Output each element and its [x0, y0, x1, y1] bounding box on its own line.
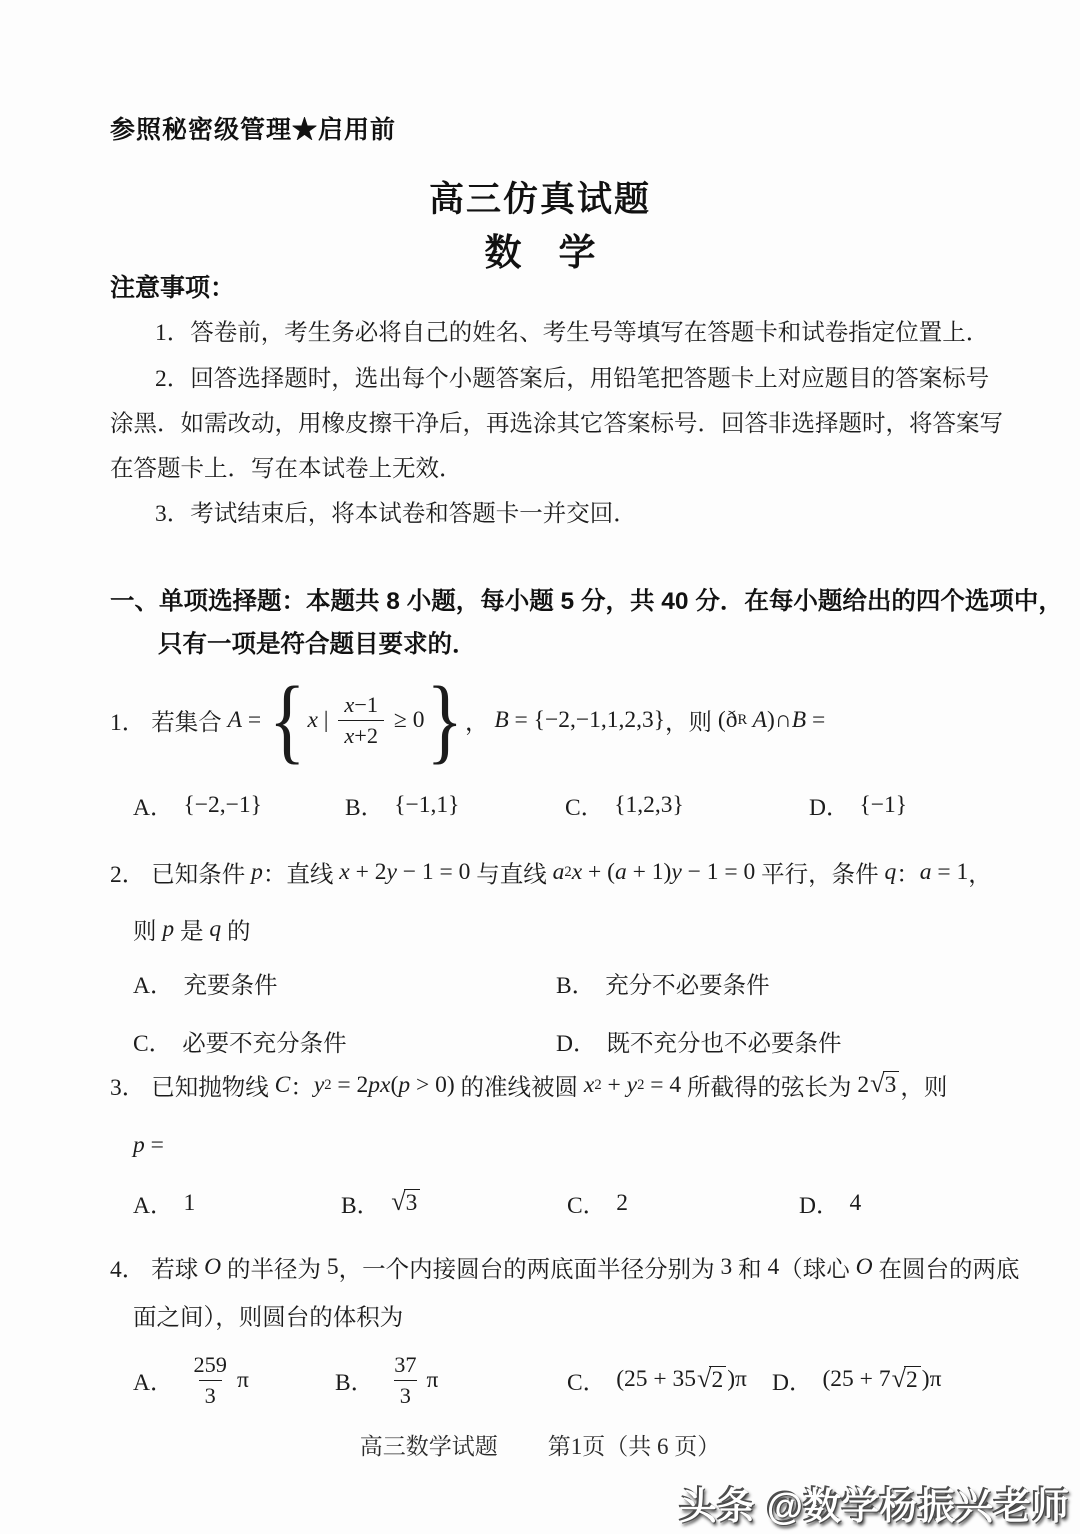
text: 与直线: [470, 862, 553, 888]
math-var: x: [339, 858, 350, 885]
math-var: y: [626, 1071, 638, 1098]
math-text: = {−2,−1,1,2,3}: [508, 706, 665, 733]
question-2-option-c: [133, 1024, 556, 1058]
math-text: −1: [354, 692, 379, 718]
note-line-5: 3．考试结束后，将本试卷和答题卡一并交回．: [155, 501, 637, 527]
math-var: A: [747, 706, 767, 733]
math-var: x: [307, 706, 318, 733]
text: 面之间），则圆台的体积为: [133, 1305, 404, 1331]
math-var: B: [791, 706, 807, 733]
math-text: =: [144, 1132, 164, 1158]
math-text: 37: [394, 1352, 417, 1378]
classification-label: 参照秘密级管理★启用前: [110, 116, 397, 144]
text: 在圆台的两底: [872, 1257, 1020, 1283]
option-value: [859, 792, 907, 819]
question-4-stem-line2: [133, 1298, 403, 1332]
math-text: ð: [725, 706, 738, 733]
option-value: [183, 1190, 195, 1217]
math-text: 1: [183, 1189, 196, 1216]
fraction: [187, 1350, 232, 1409]
option-label: A．: [133, 1370, 174, 1396]
option-value: [182, 1024, 347, 1058]
note-line-2: 2．回答选择题时，选出每个小题答案后，用铅笔把答题卡上对应题目的答案标号: [155, 366, 990, 392]
math-var: q: [884, 858, 897, 885]
math-text: = 1: [931, 858, 969, 885]
option-value: [822, 1363, 942, 1395]
option-label: A．: [133, 973, 174, 999]
option-value: [394, 792, 459, 819]
text: 的半径为: [221, 1257, 327, 1283]
option-label: A．: [133, 795, 174, 821]
watermark: 头条 @数学杨振兴老师: [679, 1486, 1070, 1527]
math-text: π: [236, 1366, 249, 1393]
text: ，则: [900, 1075, 948, 1101]
math-text: 3: [399, 1382, 411, 1408]
option-label: C．: [133, 1031, 173, 1057]
math-text: 4: [849, 1189, 862, 1216]
question-3-stem: [110, 1068, 947, 1102]
math-text: +: [601, 1071, 627, 1098]
math-var: a: [919, 858, 932, 885]
fraction: [338, 690, 384, 749]
math-text: (25 + 35: [616, 1366, 697, 1393]
text: 已知抛物线: [151, 1075, 275, 1101]
math-text: 3: [204, 1382, 216, 1408]
square-root: √ 2: [697, 1366, 726, 1395]
option-value: [849, 1190, 861, 1217]
text: 充分不必要条件: [605, 973, 770, 999]
question-2-formula: 已知条件 p ：直线 x + 2 y − 1 = 0 与直线 a 2 x + ( a + 1) y − 1 = 0 平行，条件 q ： a = 1 ，: [151, 855, 992, 889]
option-value: [616, 1190, 628, 1217]
math-var: O: [204, 1253, 222, 1280]
question-4-options: [133, 1338, 941, 1422]
math-text: − 1 = 0: [396, 858, 471, 885]
math-var: px: [368, 1071, 391, 1098]
math-text: +2: [354, 722, 379, 748]
math-var: O: [855, 1253, 873, 1280]
math-var: x: [344, 722, 355, 748]
question-1-option-c: [565, 788, 809, 822]
square-root: √ 2: [892, 1366, 921, 1395]
option-label: A．: [133, 1193, 174, 1219]
math-text: )∩: [766, 706, 792, 733]
text: 则: [133, 919, 163, 945]
question-2-options: [133, 966, 841, 1058]
section-heading-line2: 只有一项是符合题目要求的．: [158, 631, 477, 658]
question-4-option-b: [335, 1350, 567, 1409]
option-value: [183, 1350, 248, 1409]
math-text: π: [426, 1366, 439, 1393]
question-1-options: [133, 788, 907, 822]
question-3-option-c: [567, 1186, 799, 1220]
math-var: x: [583, 1071, 595, 1098]
text: （球心: [779, 1257, 856, 1283]
math-text: (25 + 7: [822, 1366, 891, 1393]
question-4-option-d: [772, 1363, 941, 1397]
footer-page-number: 第1页（共 6 页）: [547, 1434, 721, 1459]
math-text: ≥ 0: [388, 706, 425, 733]
text: 所截得的弦长为: [681, 1075, 858, 1101]
question-1-stem: [110, 664, 825, 776]
math-var: p: [162, 915, 175, 942]
question-2-stem-line2: [133, 912, 251, 946]
math-text: 259: [193, 1352, 227, 1378]
question-3-stem-line2: [133, 1132, 164, 1159]
square-root: √ 3: [391, 1189, 420, 1218]
exam-title: 高三仿真试题: [428, 180, 651, 219]
math-text: {1,2,3}: [614, 791, 684, 818]
math-text: = 2: [331, 1071, 369, 1098]
option-value: [614, 792, 684, 819]
math-var: a: [552, 858, 565, 885]
math-var: p: [133, 1132, 145, 1158]
question-3-formula-line2: [133, 1132, 164, 1159]
math-text: + 1): [626, 858, 672, 885]
fraction: [388, 1350, 422, 1409]
question-1-option-a: [133, 788, 345, 822]
question-2-option-d: [556, 1024, 841, 1058]
note-line-1: 1．答卷前，考生务必将自己的姓名、考生号等填写在答题卡和试卷指定位置上．: [155, 320, 990, 346]
option-value: [183, 966, 277, 1000]
math-var: a: [614, 858, 627, 885]
text: 既不充分也不必要条件: [606, 1031, 842, 1057]
math-var: A: [227, 706, 242, 733]
math-text: {−1}: [859, 791, 908, 818]
question-3-number: 3．: [110, 1075, 146, 1101]
math-text: {−1,1}: [394, 791, 460, 818]
question-1-formula: 若集合 A = { x | $\frac{x-1}{x+2}$ ≥ 0 } ， B = {−2,−1,1,2,3} ，则 ( ð R A )∩ B =: [151, 667, 826, 773]
math-text: =: [241, 706, 267, 733]
option-value: [605, 966, 770, 1000]
text: ：直线: [262, 862, 340, 888]
option-label: D．: [556, 1031, 597, 1057]
text: 是: [174, 919, 210, 945]
question-3-option-a: [133, 1186, 341, 1220]
math-text: (: [390, 1071, 399, 1098]
question-3-option-b: [341, 1186, 567, 1220]
option-label: C．: [565, 795, 605, 821]
math-text: = 4: [644, 1071, 682, 1098]
text: 和: [732, 1257, 768, 1283]
option-value: [606, 1024, 841, 1058]
question-4-stem: [110, 1250, 1019, 1284]
text: 平行，条件: [755, 862, 885, 888]
note-line-3: 涂黑．如需改动，用橡皮擦干净后，再选涂其它答案标号．回答非选择题时，将答案写: [110, 411, 1003, 437]
page-footer: [0, 1428, 1080, 1461]
text: 充要条件: [183, 973, 278, 999]
square-root: √ 3: [870, 1071, 899, 1100]
option-label: B．: [345, 795, 385, 821]
math-var: q: [209, 915, 222, 942]
text: ，: [968, 862, 992, 888]
text: ：: [290, 1075, 314, 1101]
math-var: y: [386, 858, 397, 885]
option-label: D．: [799, 1193, 840, 1219]
math-var: y: [671, 858, 682, 885]
question-2-number: 2．: [110, 862, 146, 888]
note-line-4: 在答题卡上．写在本试卷上无效．: [110, 456, 463, 482]
option-value: [384, 1350, 438, 1409]
question-2-option-a: [133, 966, 556, 1000]
math-text: 5: [326, 1253, 339, 1280]
math-var: x: [344, 692, 355, 718]
math-var: p: [251, 858, 263, 885]
question-2-option-b: [556, 966, 841, 1000]
math-text: 2: [616, 1189, 628, 1216]
option-label: B．: [341, 1193, 381, 1219]
question-3-options: [133, 1186, 861, 1220]
math-text: > 0): [410, 1071, 455, 1098]
subject-title: 数 学: [484, 232, 596, 273]
text: 已知条件: [151, 862, 252, 888]
question-4-option-c: [567, 1363, 772, 1397]
question-4-number: 4．: [110, 1257, 146, 1283]
footer-doc-title: 高三数学试题: [359, 1434, 498, 1459]
question-4-option-a: [133, 1350, 335, 1409]
option-label: B．: [556, 973, 596, 999]
text: ，: [464, 710, 495, 736]
math-text: )π: [921, 1366, 942, 1393]
math-text: |: [317, 706, 335, 733]
section-heading-line1: 一、单项选择题：本题共 8 小题，每小题 5 分，共 40 分．在每小题给出的四个选项中，: [110, 588, 1063, 615]
math-text: + 2: [349, 858, 387, 885]
math-text: + (: [582, 858, 615, 885]
math-text: 3: [720, 1253, 733, 1280]
math-var: x: [571, 858, 583, 885]
question-2-stem: [110, 855, 992, 889]
math-text: − 1 = 0: [681, 858, 756, 885]
question-3-option-d: [799, 1186, 861, 1220]
option-value: [183, 792, 261, 819]
option-label: D．: [809, 795, 850, 821]
question-1-option-d: [809, 788, 907, 822]
text: ：: [896, 862, 920, 888]
math-text: {−2,−1}: [183, 791, 262, 818]
text: ，则: [665, 710, 718, 736]
math-var: p: [398, 1071, 411, 1098]
option-value: [390, 1186, 421, 1218]
text: 的准线被圆: [454, 1075, 584, 1101]
option-value: [616, 1363, 747, 1395]
notes-heading: 注意事项：: [110, 274, 236, 302]
math-text: =: [806, 706, 826, 733]
math-text: )π: [727, 1366, 747, 1393]
question-1-option-b: [345, 788, 565, 822]
math-text: 2: [857, 1071, 870, 1098]
text: 必要不充分条件: [182, 1031, 347, 1057]
option-label: C．: [567, 1193, 607, 1219]
question-2-formula-line2: [133, 912, 251, 946]
question-4-formula: [151, 1250, 1019, 1284]
text: 若球: [151, 1257, 205, 1283]
math-var: y: [313, 1071, 325, 1098]
option-label: C．: [567, 1370, 607, 1396]
option-label: B．: [335, 1370, 375, 1396]
question-1-number: 1．: [110, 710, 146, 736]
math-var: B: [494, 706, 509, 733]
text: 的: [221, 919, 251, 945]
question-4-formula-line2: [133, 1298, 403, 1332]
option-label: D．: [772, 1370, 813, 1396]
question-3-formula: 已知抛物线 C ： y 2 = 2 px ( p > 0) 的准线被圆 x 2 + y 2 = 4 所截得的弦长为 2 √ 3 ，则: [151, 1068, 948, 1101]
math-var: C: [274, 1071, 291, 1098]
text: ，一个内接圆台的两底面半径分别为: [338, 1257, 721, 1283]
text: 若集合: [151, 710, 228, 736]
math-text: (: [717, 706, 726, 733]
math-text: 4: [767, 1253, 780, 1280]
